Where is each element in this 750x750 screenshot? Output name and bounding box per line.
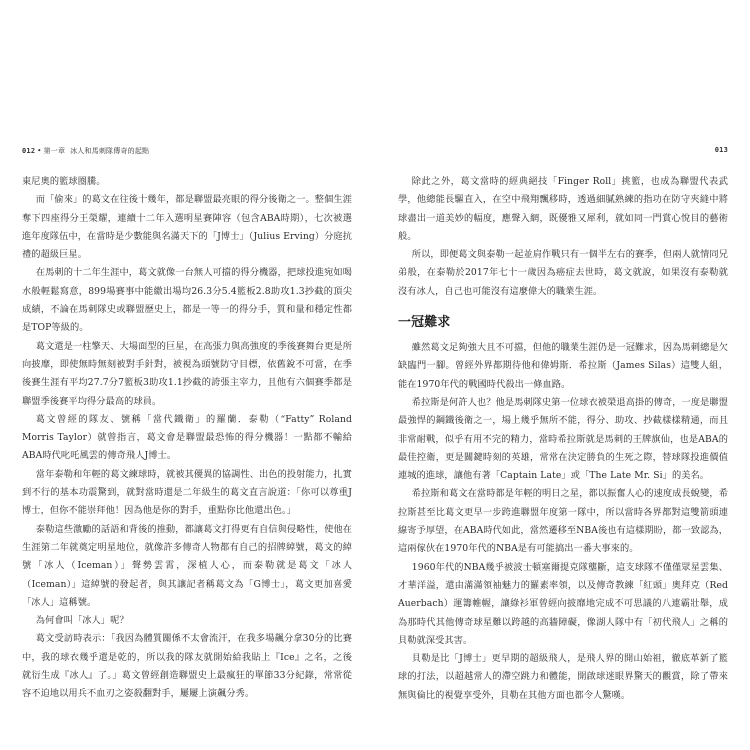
- page-number-left: 012: [22, 147, 36, 155]
- paragraph: 東尼奧的籃球圈騰。: [22, 176, 106, 187]
- paragraph: 除此之外，葛文當時的經典絕技「Finger Roll」挑籃，也成為聯盟代表武學，他總能長驅直入，在空中飛翔飄移時，透過細膩熟練的指功在防守夾縫中將球盡出一道美妙的幅度，應聲入網，既優雅又犀利，就如同一門賞心悅目的藝術般。: [398, 176, 728, 242]
- paragraph: 希拉斯是何許人也？他是馬刺隊史第一位球衣被榮退高掛的傳奇，一度是聯盟最強悍的鋼鐵後衛之一，場上幾乎無所不能，得分、助攻、抄截樣樣精通，而且非常耐戰，似乎有用不完的精力，當時希拉斯就是馬刺的王牌旗仙，也是ABA的最佳控衛，更是關鍵時刻的英雄，常常在決定勝負的生死之際，替球隊投進價值連城的進球，讓他有著「Captain Late」或「The Late Mr. Si」的美名。: [398, 396, 728, 482]
- chapter-title: 冰人和馬刺隊傳奇的起點: [70, 147, 150, 155]
- paragraph: 希拉斯和葛文在當時都是年輕的明日之星，都以振奮人心的速度成長蛻變，希拉斯甚至比葛文更早一步跨進聯盟年度第一隊中，所以當時各界都對這雙箭頭連線寄予厚望，在ABA時代如此，當然遷移至NBA後也有這樣期盼，都一致認為，這兩傢伙在1970年代的NBA是有可能搞出一番大事來的。: [398, 488, 728, 555]
- chapter-label: 第一章: [43, 147, 66, 155]
- paragraph: 葛文受訪時表示：「我因為體質關係不太會流汗，在我多場飆分拿30分的比賽中，我的球衣幾乎還是乾的，所以我的隊友就開始給我貼上『Ice』之名，之後就衍生成『冰人』了。」葛文曾經創造聯盟史上最瘋狂的單節33分紀錄，常常從容不迫地以用兵不血刃之姿殺翻對手，屢屢上演飆分秀。: [22, 633, 352, 700]
- paragraph: 葛文曾經的隊友、號稱「當代鐵衛」的羅蘭．泰勒（“Fatty” Roland Morris Taylor）就曾指言，葛文會是聯盟最恐怖的得分機器！一點都不輸給ABA時代叱吒風雲的傳奇飛人J博士。: [22, 413, 352, 462]
- paragraph: 當年泰勒和年輕的葛文練球時，就被其優異的協調性、出色的投射能力，扎實到不行的基本功震驚到，就對當時還是二年級生的葛文直言說道：「你可以尊重J博士，但你不能崇拜他！因為他是你的對手，重點你比他還出色。」: [22, 468, 352, 517]
- paragraph: 所以，即便葛文與泰勒一起並肩作戰只有一個半左右的賽季，但兩人就情同兄弟般，在泰勒於2017年七十一歲因為癌症去世時，葛文就說，如果沒有泰勒就沒有冰人，自己也可能沒有這麼偉大的職業生涯。: [398, 249, 728, 297]
- right-page-text: [398, 173, 728, 705]
- left-page-text: [22, 173, 352, 704]
- paragraph: 在馬刺的十二年生涯中，葛文就像一台無人可擋的得分機器，把球投進宛如喝水般輕鬆寫意，899場賽事中能繳出場均26.3分5.4籃板2.8助攻1.3抄截的頂尖成績，不論在馬刺隊史或聯盟歷史上，都是一等一的得分手，質和量和穩定性都是TOP等級的。: [22, 267, 352, 334]
- running-head-right: [715, 146, 728, 154]
- page-number-right: 013: [714, 146, 728, 154]
- paragraph: 雖然葛文足夠強大且不可擋，但他的職業生涯仍是一冠難求，因為馬刺總是欠缺臨門一腳。曾經外界都期待他和偉姆斯．希拉斯（James Silas）這雙人組，能在1970年代的戰國時代殺出一條血路。: [398, 342, 728, 390]
- paragraph: 為何會叫「冰人」呢？: [35, 615, 129, 627]
- paragraph: 葛文還是一柱擎天、大場面型的巨星，在高張力與高強度的季後賽舞台更是所向披靡，即使無時無刻被對手針對，被視為頭號防守目標，依舊銳不可當，在季後賽生涯有平均27.7分7籃板3助攻1.1抄截的誇張主宰力，且他有六個賽季都是聯盟季後賽平均得分最高的球員。: [22, 340, 352, 407]
- paragraph: 1960年代的NBA幾乎被波士頓塞爾提克隊壟斷，這支球隊不僅僅眾星雲集、才華洋溢，還由滿滿領袖魅力的羅素率領，以及傳奇教練「紅頭」奧拜克（Red Auerbach）運籌帷幄，讓綠衫軍曾經向披靡地完成不可思議的八連霸壯舉，成為那時代其他傳奇球星難以跨越的高牆障礙，像湖人隊中有「初代飛人」之稱的貝勒就深受其害。: [398, 561, 728, 646]
- paragraph: 泰勒這些激勵的話語和背後的推動，都讓葛文打得更有自信與侵略性，使他在生涯第二年就奠定明星地位，就像許多傳奇人物都有自己的招牌綽號，葛文的綽號「冰人（Iceman）」聲勢雲霄，深植人心，而泰勒就是葛文「冰人（Iceman）」這綽號的發起者，與其讓記者稱葛文為「G博士」，葛文更加喜愛「冰人」這稱號。: [22, 523, 352, 608]
- running-head-left: [22, 146, 149, 156]
- separator-dot: •: [37, 147, 42, 155]
- paragraph: 貝勒是比「J博士」更早期的超級飛人，是飛人界的開山始祖，徹底革新了籃球的打法，以超越常人的滯空跳力和體能，開啟球迷眼界驚天的觀賞，除了帶來無與倫比的視覺享受外，貝勒在其他方面也都令人驚嘆。: [398, 653, 728, 701]
- section-heading: 一冠難求: [398, 315, 451, 331]
- paragraph: 而「偷來」的葛文在往後十幾年，都是聯盟最亮眼的得分後衛之一。整個生涯奪下四座得分王榮耀，連續十二年入選明星賽陣容（包含ABA時期），七次被選進年度隊伍中，在當時是少數能與名滿天下的「J博士」（Julius Erving）分庭抗禮的超級巨星。: [22, 194, 352, 261]
